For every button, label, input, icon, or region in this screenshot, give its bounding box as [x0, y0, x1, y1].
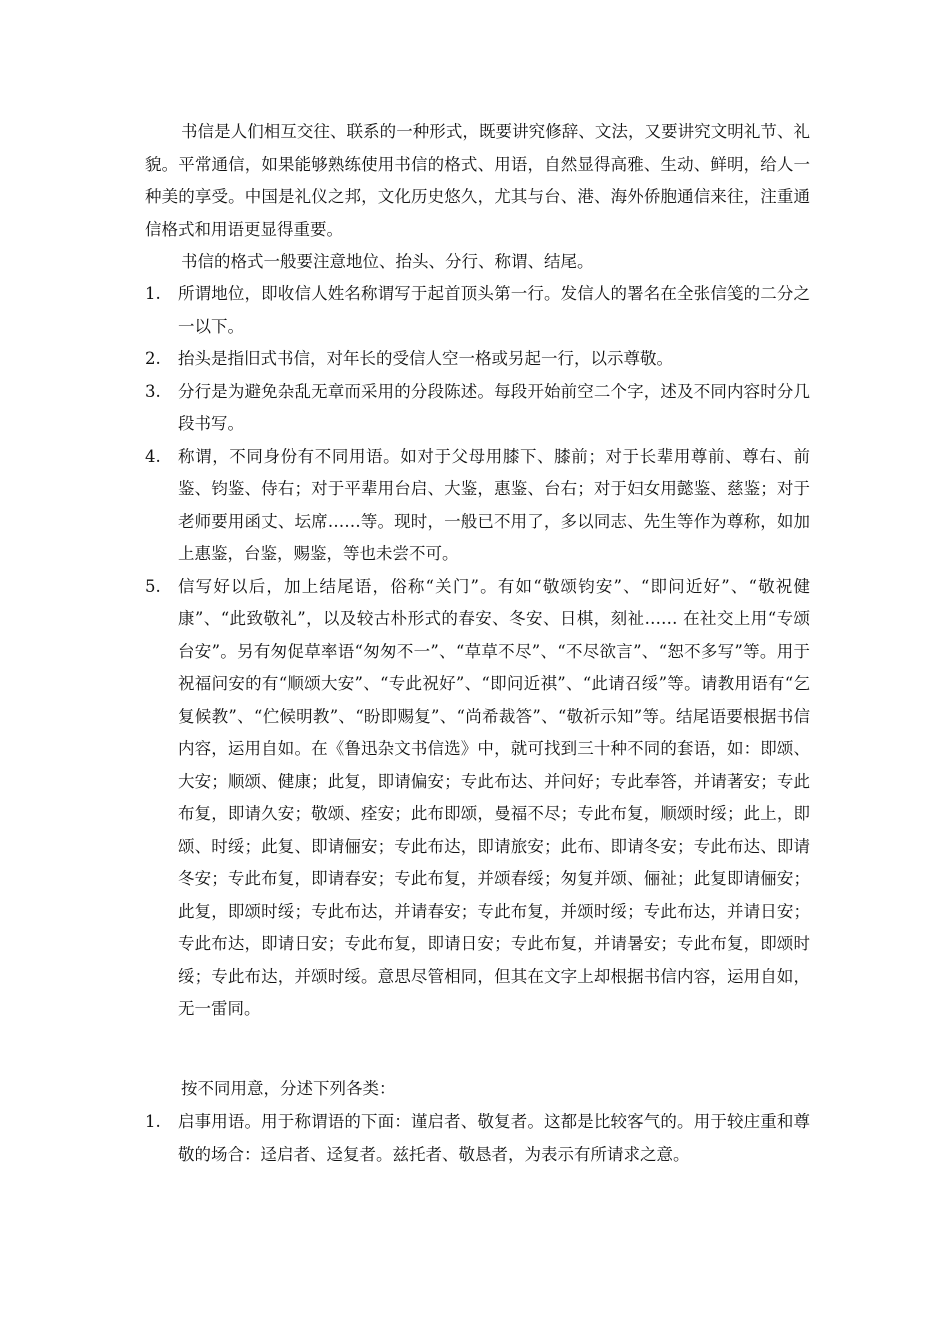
list-item [145, 376, 810, 441]
item-text: 启事用语。用于称谓语的下面：谨启者、敬复者。这都是比较客气的。用于较庄重和尊敬的场合：迳启者、迳复者。兹托者、敬恳者，为表示有所请求之意。 [178, 1112, 810, 1164]
item-number: 5. [145, 576, 161, 596]
item-number: 4. [145, 446, 161, 466]
usage-list [145, 1106, 810, 1171]
list-item [145, 571, 810, 1026]
item-text: 抬头是指旧式书信，对年长的受信人空一格或另起一行，以示尊敬。 [178, 349, 673, 368]
intro-section [145, 116, 810, 279]
intro-paragraph: 书信是人们相互交往、联系的一种形式，既要讲究修辞、文法，又要讲究文明礼节、礼貌。平常通信，如果能够熟练使用书信的格式、用语，自然显得高雅、生动、鲜明，给人一种美的享受。中国是礼仪之邦，文化历史悠久，尤其与台、港、海外侨胞通信来往，注重通信格式和用语更显得重要。 [145, 122, 810, 239]
item-text: 所谓地位，即收信人姓名称谓写于起首顶头第一行。发信人的署名在全张信笺的二分之一以下。 [178, 284, 810, 336]
list-item [145, 1106, 810, 1171]
item-text: 信写好以后，加上结尾语，俗称“关门”。有如“敬颂钧安”、“即问近好”、“敬祝健康”、“此致敬礼”，以及较古朴形式的春安、冬安、日棋，刻祉…… 在社交上用“专颂台安”。另有匆促草率语“匆匆不一”、“草草不尽”、“不尽欲言”、“恕不多写”等。用于祝福问安的有“顺颂大安”、“专此祝好”、“即问近祺”、“此请召绥”等。请教用语有“乞复候教”、“伫候明教”、“盼即赐复”、“尚希裁答”、“敬祈示知”等。结尾语要根据书信内容，运用自如。在《鲁迅杂文书信选》中，就可找到三十种不同的套语，如：即颂、大安；顺颂、健康；此复，即请偏安；专此布达、并问好；专此奉答，并请著安；专此布复，即请久安；敬颂、痊安；此布即颂，曼福不尽；专此布复，顺颂时绥；此上，即颂、时绥；此复、即请俪安；专此布达，即请旅安；此布、即请冬安；专此布达、即请冬安；专此布复，即请春安；专此布复，并颂春绥；匆复并颂、俪祉；此复即请俪安；此复，即颂时绥；专此布达，并请春安；专此布复，并颂时绥；专此布达，并请日安；专此布达，即请日安；专此布复，即请日安；专此布复，并请暑安；专此布复，即颂时绥；专此布达，并颂时绥。意思尽管相同，但其在文字上却根据书信内容，运用自如，无一雷同。 [178, 576, 810, 1018]
item-number: 1. [145, 284, 161, 303]
item-text: 称谓，不同身份有不同用语。如对于父母用膝下、膝前；对于长辈用尊前、尊右、前鉴、钧鉴、侍右；对于平辈用台启、大鉴，惠鉴、台右；对于妇女用懿鉴、慈鉴；对于老师要用函丈、坛席……等。现时，一般已不用了，多以同志、先生等作为尊称，如加上惠鉴，台鉴，赐鉴，等也未尝不可。 [178, 446, 810, 563]
item-number: 3. [145, 381, 161, 401]
list-item [145, 441, 810, 571]
list-item [145, 343, 810, 376]
item-text: 分行是为避免杂乱无章而采用的分段陈述。每段开始前空二个字，述及不同内容时分几段书写。 [178, 381, 810, 433]
list-item [145, 278, 810, 343]
format-list [145, 278, 810, 1026]
item-number: 1. [145, 1112, 161, 1131]
format-summary-paragraph: 书信的格式一般要注意地位、抬头、分行、称谓、结尾。 [181, 252, 594, 271]
item-number: 2. [145, 349, 161, 368]
usage-subheading: 按不同用意，分述下列各类： [181, 1079, 396, 1098]
